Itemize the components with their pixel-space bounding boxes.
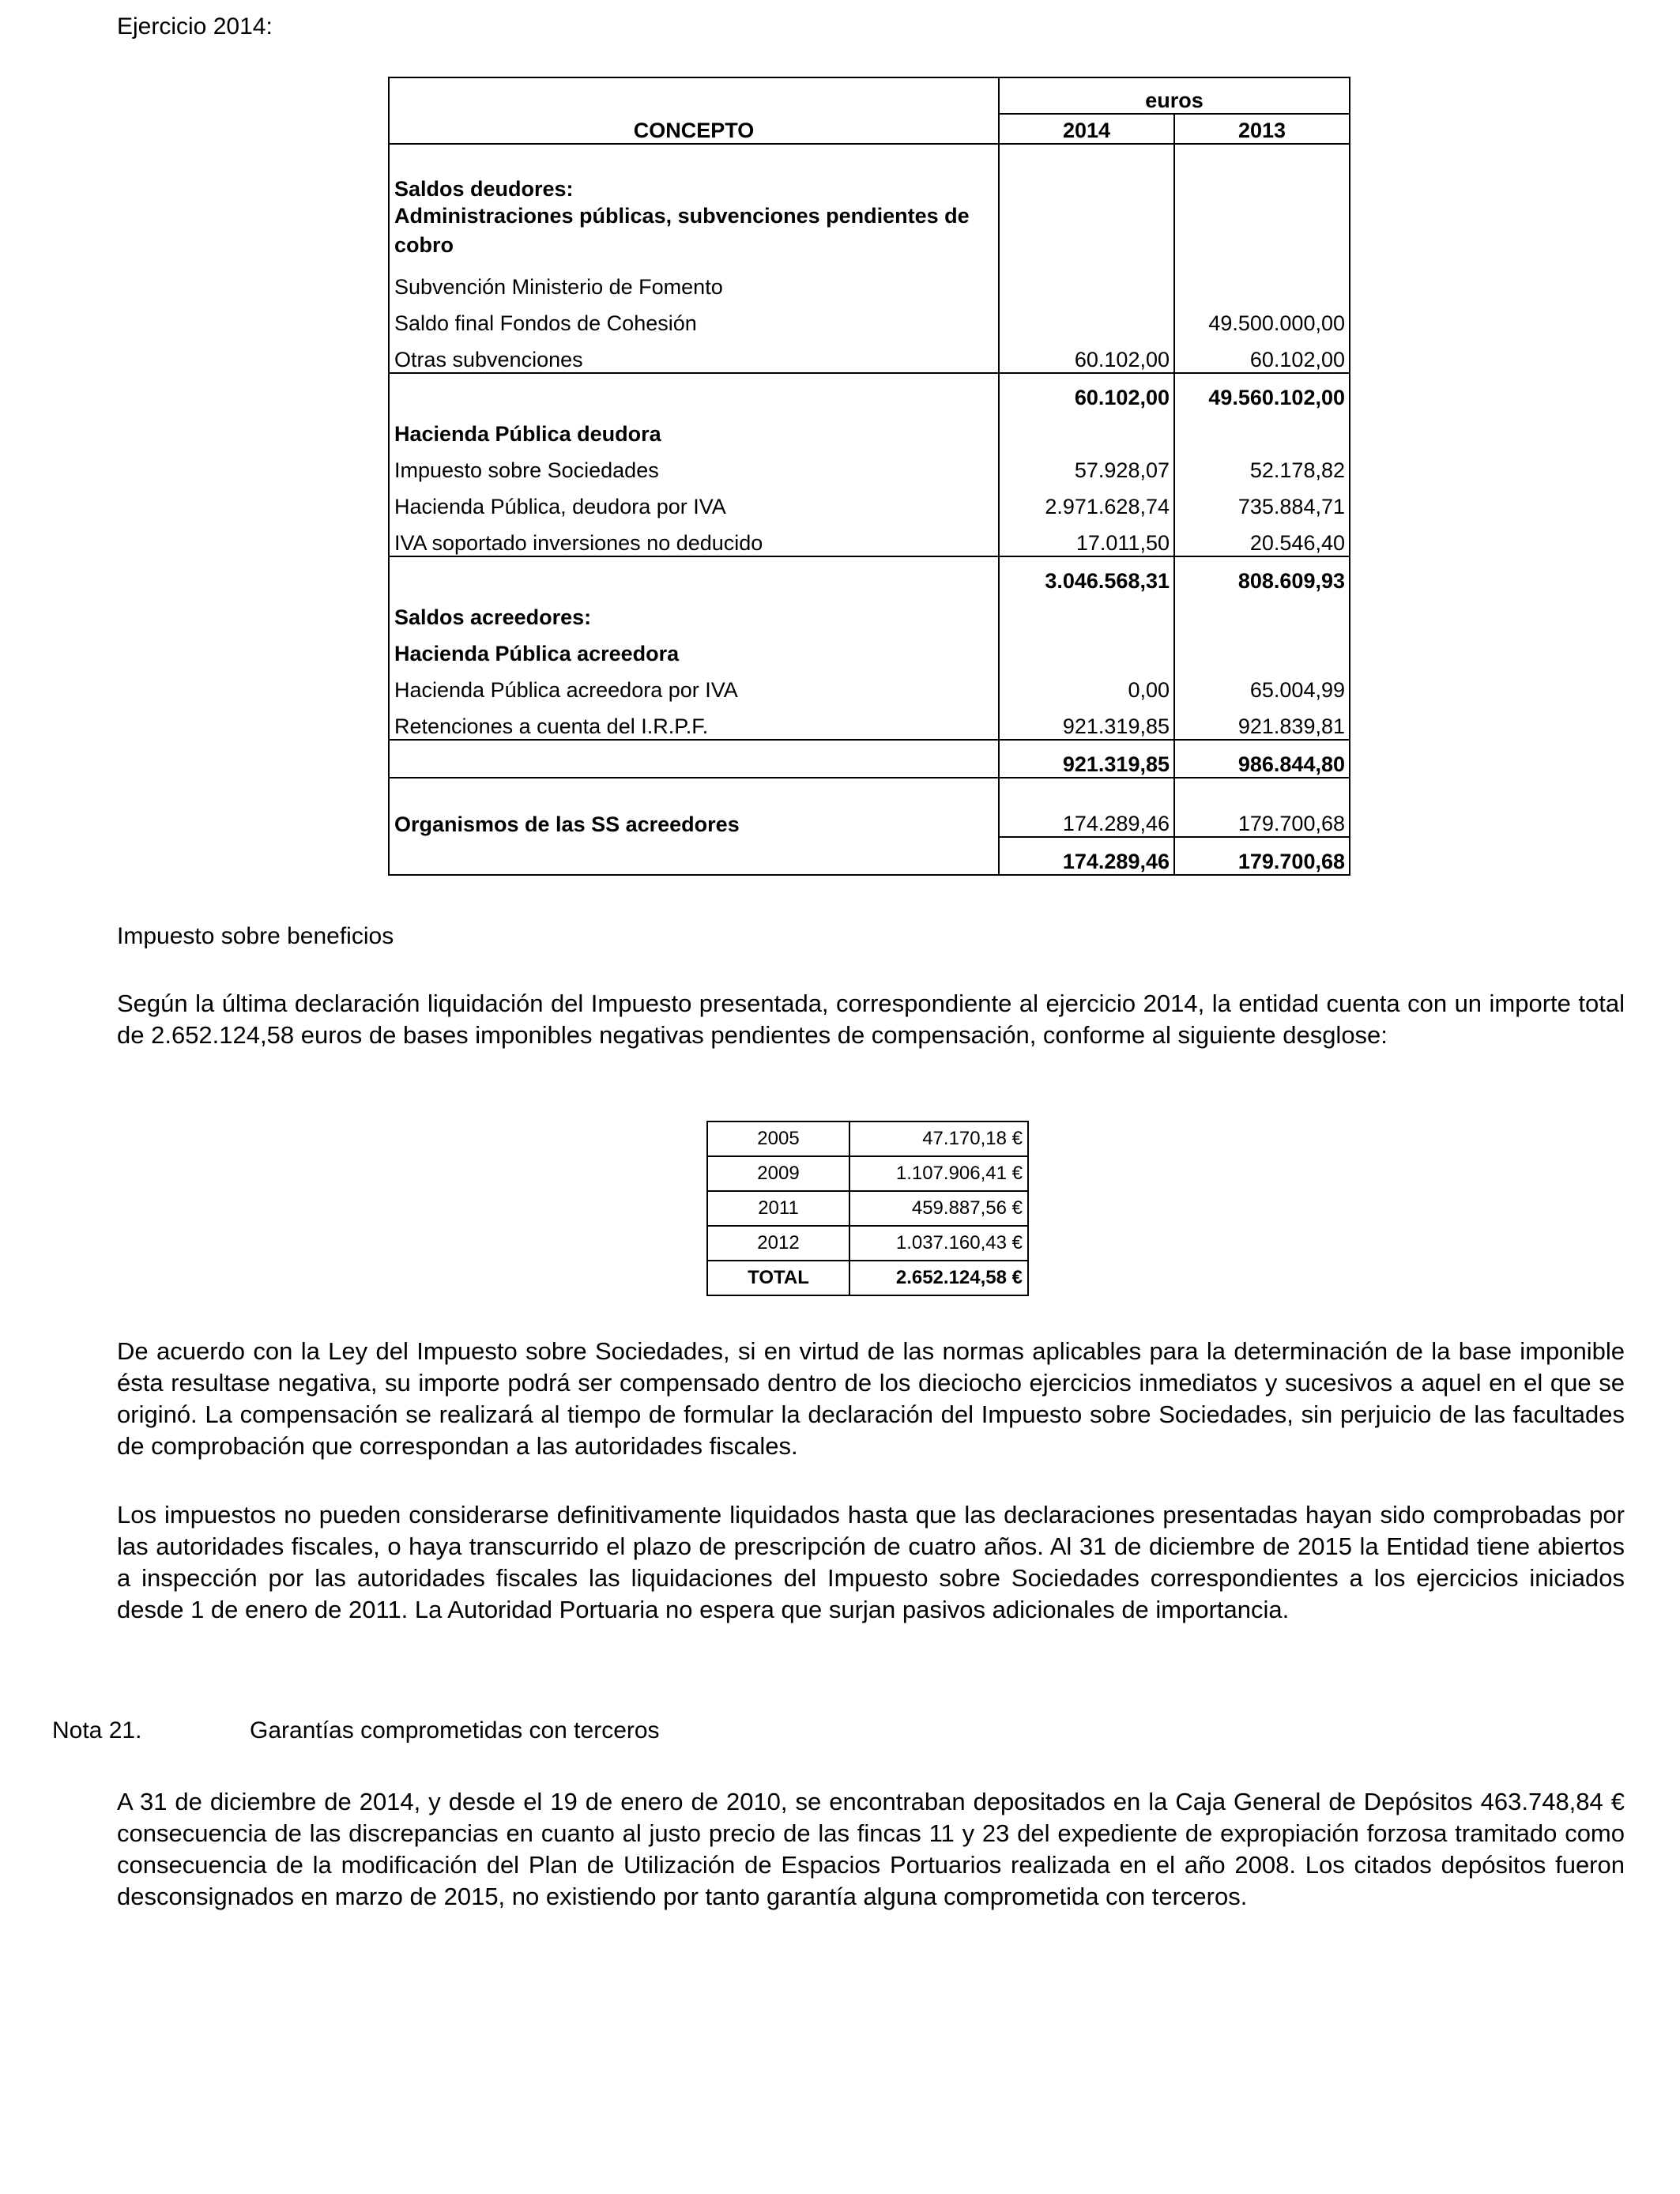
row-concept — [389, 373, 999, 410]
row-concept: Otras subvenciones — [389, 336, 999, 373]
subtotal-2013: 49.560.102,00 — [1174, 373, 1350, 410]
row-concept: Hacienda Pública acreedora — [389, 630, 999, 666]
row-value-2014: 17.011,50 — [999, 519, 1174, 556]
row-value-2014 — [999, 144, 1174, 202]
row-value-2013: 179.700,68 — [1174, 778, 1350, 837]
table-row — [389, 594, 1350, 630]
row-concept: Retenciones a cuenta del I.R.P.F. — [389, 703, 999, 740]
subtotal-row — [389, 373, 1350, 410]
table-row — [389, 263, 1350, 300]
row-value-2014: 921.319,85 — [999, 703, 1174, 740]
subtotal-2014: 60.102,00 — [999, 373, 1174, 410]
total-label: TOTAL — [707, 1261, 849, 1295]
year-2013-header: 2013 — [1174, 114, 1350, 144]
table-row — [707, 1122, 1028, 1156]
table-row — [707, 1191, 1028, 1226]
table-row — [389, 300, 1350, 336]
row-value-2013 — [1174, 263, 1350, 300]
subtotal-2014: 3.046.568,31 — [999, 556, 1174, 594]
row-value-2013: 60.102,00 — [1174, 336, 1350, 373]
row-concept: Organismos de las SS acreedores — [389, 778, 999, 837]
row-value-2013: 65.004,99 — [1174, 666, 1350, 703]
note-number: Nota 21. — [52, 1717, 142, 1744]
paragraph: A 31 de diciembre de 2014, y desde el 19 de enero de 2010, se encontraban depositados en la Caja General de Depósitos 463.748,84 € consecuencia de las discrepancias en cuanto al justo precio de las fincas 11 y 23 del expediente de expropiación forzosa tramitado como consecuencia de la modificación del Plan de Utilización de Espacios Portuarios realizada en el año 2008. Los citados depósitos fueron desconsignados en marzo de 2015, no existiendo por tanto garantía alguna comprometida con terceros. — [117, 1788, 1625, 1910]
subtotal-2013: 808.609,93 — [1174, 556, 1350, 594]
table-row — [389, 483, 1350, 519]
row-value-2014: 60.102,00 — [999, 336, 1174, 373]
row-concept: Hacienda Pública, deudora por IVA — [389, 483, 999, 519]
table-row — [389, 447, 1350, 483]
row-value-2013 — [1174, 410, 1350, 447]
row-concept — [389, 837, 999, 875]
units-header: euros — [999, 77, 1350, 114]
table-row — [389, 144, 1350, 202]
table-row — [389, 410, 1350, 447]
row-concept: Saldos acreedores: — [389, 594, 999, 630]
base-year: 2012 — [707, 1226, 849, 1261]
base-year: 2011 — [707, 1191, 849, 1226]
row-value-2014: 57.928,07 — [999, 447, 1174, 483]
subtotal-row — [389, 837, 1350, 875]
row-value-2013: 49.500.000,00 — [1174, 300, 1350, 336]
total-row — [707, 1261, 1028, 1295]
table-row — [707, 1156, 1028, 1191]
year-2014-header: 2014 — [999, 114, 1174, 144]
table-row — [389, 703, 1350, 740]
concept-header: CONCEPTO — [389, 77, 999, 144]
row-concept: Hacienda Pública acreedora por IVA — [389, 666, 999, 703]
row-value-2014 — [999, 630, 1174, 666]
row-value-2014 — [999, 202, 1174, 263]
base-year: 2009 — [707, 1156, 849, 1191]
row-value-2013 — [1174, 594, 1350, 630]
subtotal-2014: 921.319,85 — [999, 740, 1174, 778]
row-value-2014 — [999, 263, 1174, 300]
subtotal-row — [389, 556, 1350, 594]
row-value-2014 — [999, 410, 1174, 447]
row-value-2013: 20.546,40 — [1174, 519, 1350, 556]
base-amount: 47.170,18 € — [849, 1122, 1028, 1156]
row-concept: Saldo final Fondos de Cohesión — [389, 300, 999, 336]
section-heading: Impuesto sobre beneficios — [117, 923, 394, 949]
row-value-2013: 735.884,71 — [1174, 483, 1350, 519]
section-heading: Ejercicio 2014: — [117, 13, 273, 40]
table-header-row — [389, 77, 1350, 114]
row-concept: IVA soportado inversiones no deducido — [389, 519, 999, 556]
table-row — [389, 519, 1350, 556]
subtotal-2013: 179.700,68 — [1174, 837, 1350, 875]
row-value-2014: 2.971.628,74 — [999, 483, 1174, 519]
tax-balances-table — [388, 77, 1350, 876]
row-value-2014 — [999, 594, 1174, 630]
base-amount: 1.107.906,41 € — [849, 1156, 1028, 1191]
table-row — [389, 666, 1350, 703]
table-row — [389, 202, 1350, 263]
row-value-2014 — [999, 300, 1174, 336]
subtotal-2013: 986.844,80 — [1174, 740, 1350, 778]
subtotal-row — [389, 740, 1350, 778]
row-value-2013 — [1174, 202, 1350, 263]
note-title: Garantías comprometidas con terceros — [250, 1717, 660, 1744]
row-value-2014: 174.289,46 — [999, 778, 1174, 837]
base-amount: 459.887,56 € — [849, 1191, 1028, 1226]
row-concept: Subvención Ministerio de Fomento — [389, 263, 999, 300]
base-amount: 1.037.160,43 € — [849, 1226, 1028, 1261]
row-concept — [389, 740, 999, 778]
subtotal-2014: 174.289,46 — [999, 837, 1174, 875]
table-row — [707, 1226, 1028, 1261]
base-year: 2005 — [707, 1122, 849, 1156]
paragraph: Según la última declaración liquidación del Impuesto presentada, correspondiente al ejercicio 2014, la entidad cuenta con un importe total de 2.652.124,58 euros de bases imponibles negativas pendientes de compensación, conforme al siguiente desglose: — [117, 990, 1625, 1049]
row-value-2013: 52.178,82 — [1174, 447, 1350, 483]
tax-bases-table — [706, 1121, 1029, 1296]
row-value-2013: 921.839,81 — [1174, 703, 1350, 740]
paragraph: Los impuestos no pueden considerarse definitivamente liquidados hasta que las declaraciones presentadas hayan sido comprobadas por las autoridades fiscales, o haya transcurrido el plazo de prescripción de cuatro años. Al 31 de diciembre de 2015 la Entidad tiene abiertos a inspección por las autoridades fiscales las liquidaciones del Impuesto sobre Sociedades correspondientes a los ejercicios iniciados desde 1 de enero de 2011. La Autoridad Portuaria no espera que surjan pasivos adicionales de importancia. — [117, 1501, 1625, 1623]
paragraph: De acuerdo con la Ley del Impuesto sobre Sociedades, si en virtud de las normas aplicables para la determinación de la base imponible ésta resultase negativa, su importe podrá ser compensado dentro de los dieciocho ejercicios inmediatos y sucesivos a aquel en el que se originó. La compensación se realizará al tiempo de formular la declaración del Impuesto sobre Sociedades, sin perjuicio de las facultades de comprobación que correspondan a las autoridades fiscales. — [117, 1337, 1625, 1460]
row-value-2013 — [1174, 144, 1350, 202]
table-row — [389, 778, 1350, 837]
table-row — [389, 336, 1350, 373]
table-row — [389, 630, 1350, 666]
row-concept: Administraciones públicas, subvenciones pendientes de cobro — [389, 202, 999, 263]
total-amount: 2.652.124,58 € — [849, 1261, 1028, 1295]
row-concept: Impuesto sobre Sociedades — [389, 447, 999, 483]
row-concept: Saldos deudores: — [389, 144, 999, 202]
row-value-2014: 0,00 — [999, 666, 1174, 703]
row-value-2013 — [1174, 630, 1350, 666]
row-concept — [389, 556, 999, 594]
row-concept: Hacienda Pública deudora — [389, 410, 999, 447]
